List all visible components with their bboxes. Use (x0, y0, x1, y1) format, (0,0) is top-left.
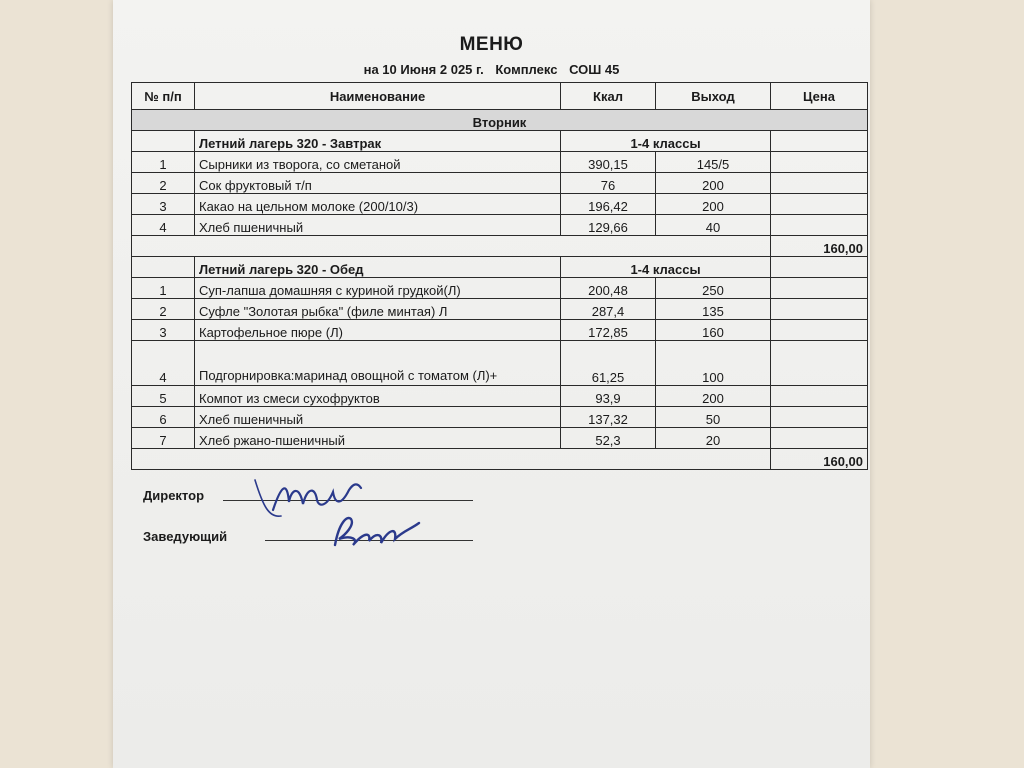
item-kcal: 93,9 (561, 386, 656, 407)
item-num: 1 (132, 278, 195, 299)
item-kcal: 76 (561, 173, 656, 194)
complex-label: Комплекс (495, 62, 558, 77)
item-price (771, 194, 868, 215)
manager-signature (325, 505, 435, 555)
school-name: СОШ 45 (569, 62, 620, 77)
item-output: 100 (656, 341, 771, 386)
table-row (132, 341, 868, 386)
item-name: Какао на цельном молоке (200/10/3) (195, 194, 561, 215)
section-total: 160,00 (771, 449, 868, 470)
item-output: 200 (656, 194, 771, 215)
table-row (132, 428, 868, 449)
column-header-name: Наименование (195, 83, 561, 110)
item-price (771, 320, 868, 341)
item-price (771, 215, 868, 236)
item-kcal: 196,42 (561, 194, 656, 215)
table-row (132, 215, 868, 236)
item-price (771, 407, 868, 428)
day-label: Вторник (132, 110, 868, 131)
item-kcal: 172,85 (561, 320, 656, 341)
item-num: 5 (132, 386, 195, 407)
document-title: МЕНЮ (459, 34, 524, 55)
item-price (771, 428, 868, 449)
item-name: Суфле "Золотая рыбка" (филе минтая) Л (195, 299, 561, 320)
item-kcal: 129,66 (561, 215, 656, 236)
item-name: Подгорнировка:маринад овощной с томатом (Л)+ (195, 341, 561, 386)
item-num: 2 (132, 173, 195, 194)
item-price (771, 341, 868, 386)
item-name: Хлеб пшеничный (195, 407, 561, 428)
table-row (132, 407, 868, 428)
item-price (771, 278, 868, 299)
item-price (771, 173, 868, 194)
section-total-row (132, 236, 868, 257)
document-page (113, 0, 870, 768)
table-header-row (132, 83, 868, 110)
item-kcal: 390,15 (561, 152, 656, 173)
item-name: Хлеб пшеничный (195, 215, 561, 236)
document-subtitle (113, 62, 870, 77)
item-kcal: 137,32 (561, 407, 656, 428)
item-output: 160 (656, 320, 771, 341)
section-header-lunch (132, 257, 868, 278)
item-kcal: 200,48 (561, 278, 656, 299)
section-grades: 1-4 классы (561, 131, 771, 152)
item-num: 3 (132, 194, 195, 215)
item-price (771, 386, 868, 407)
item-output: 145/5 (656, 152, 771, 173)
table-row (132, 194, 868, 215)
item-num: 4 (132, 341, 195, 386)
item-num: 3 (132, 320, 195, 341)
item-name: Сырники из творога, со сметаной (195, 152, 561, 173)
table-row (132, 299, 868, 320)
day-row (132, 110, 868, 131)
section-title: Летний лагерь 320 - Обед (195, 257, 561, 278)
column-header-kcal: Ккал (561, 83, 656, 110)
item-name: Компот из смеси сухофруктов (195, 386, 561, 407)
column-header-output: Выход (656, 83, 771, 110)
section-grades: 1-4 классы (561, 257, 771, 278)
item-num: 4 (132, 215, 195, 236)
item-kcal: 287,4 (561, 299, 656, 320)
item-name: Сок фруктовый т/п (195, 173, 561, 194)
item-name: Картофельное пюре (Л) (195, 320, 561, 341)
director-label: Директор (143, 488, 205, 503)
item-price (771, 152, 868, 173)
item-output: 250 (656, 278, 771, 299)
item-output: 200 (656, 386, 771, 407)
item-name: Суп-лапша домашняя с куриной грудкой(Л) (195, 278, 561, 299)
item-num: 2 (132, 299, 195, 320)
item-num: 6 (132, 407, 195, 428)
column-header-price: Цена (771, 83, 868, 110)
item-output: 200 (656, 173, 771, 194)
section-title: Летний лагерь 320 - Завтрак (195, 131, 561, 152)
item-output: 135 (656, 299, 771, 320)
item-name: Хлеб ржано-пшеничный (195, 428, 561, 449)
item-price (771, 299, 868, 320)
table-row (132, 278, 868, 299)
item-kcal: 52,3 (561, 428, 656, 449)
menu-date: на 10 Июня 2 025 г. (363, 62, 484, 77)
item-num: 1 (132, 152, 195, 173)
item-num: 7 (132, 428, 195, 449)
item-output: 40 (656, 215, 771, 236)
table-row (132, 320, 868, 341)
item-output: 20 (656, 428, 771, 449)
menu-table (131, 82, 868, 470)
section-header-breakfast (132, 131, 868, 152)
table-row (132, 173, 868, 194)
section-total: 160,00 (771, 236, 868, 257)
column-header-num: № п/п (132, 83, 195, 110)
section-total-row (132, 449, 868, 470)
table-row (132, 386, 868, 407)
item-output: 50 (656, 407, 771, 428)
manager-label: Заведующий (143, 529, 228, 544)
table-row (132, 152, 868, 173)
item-kcal: 61,25 (561, 341, 656, 386)
